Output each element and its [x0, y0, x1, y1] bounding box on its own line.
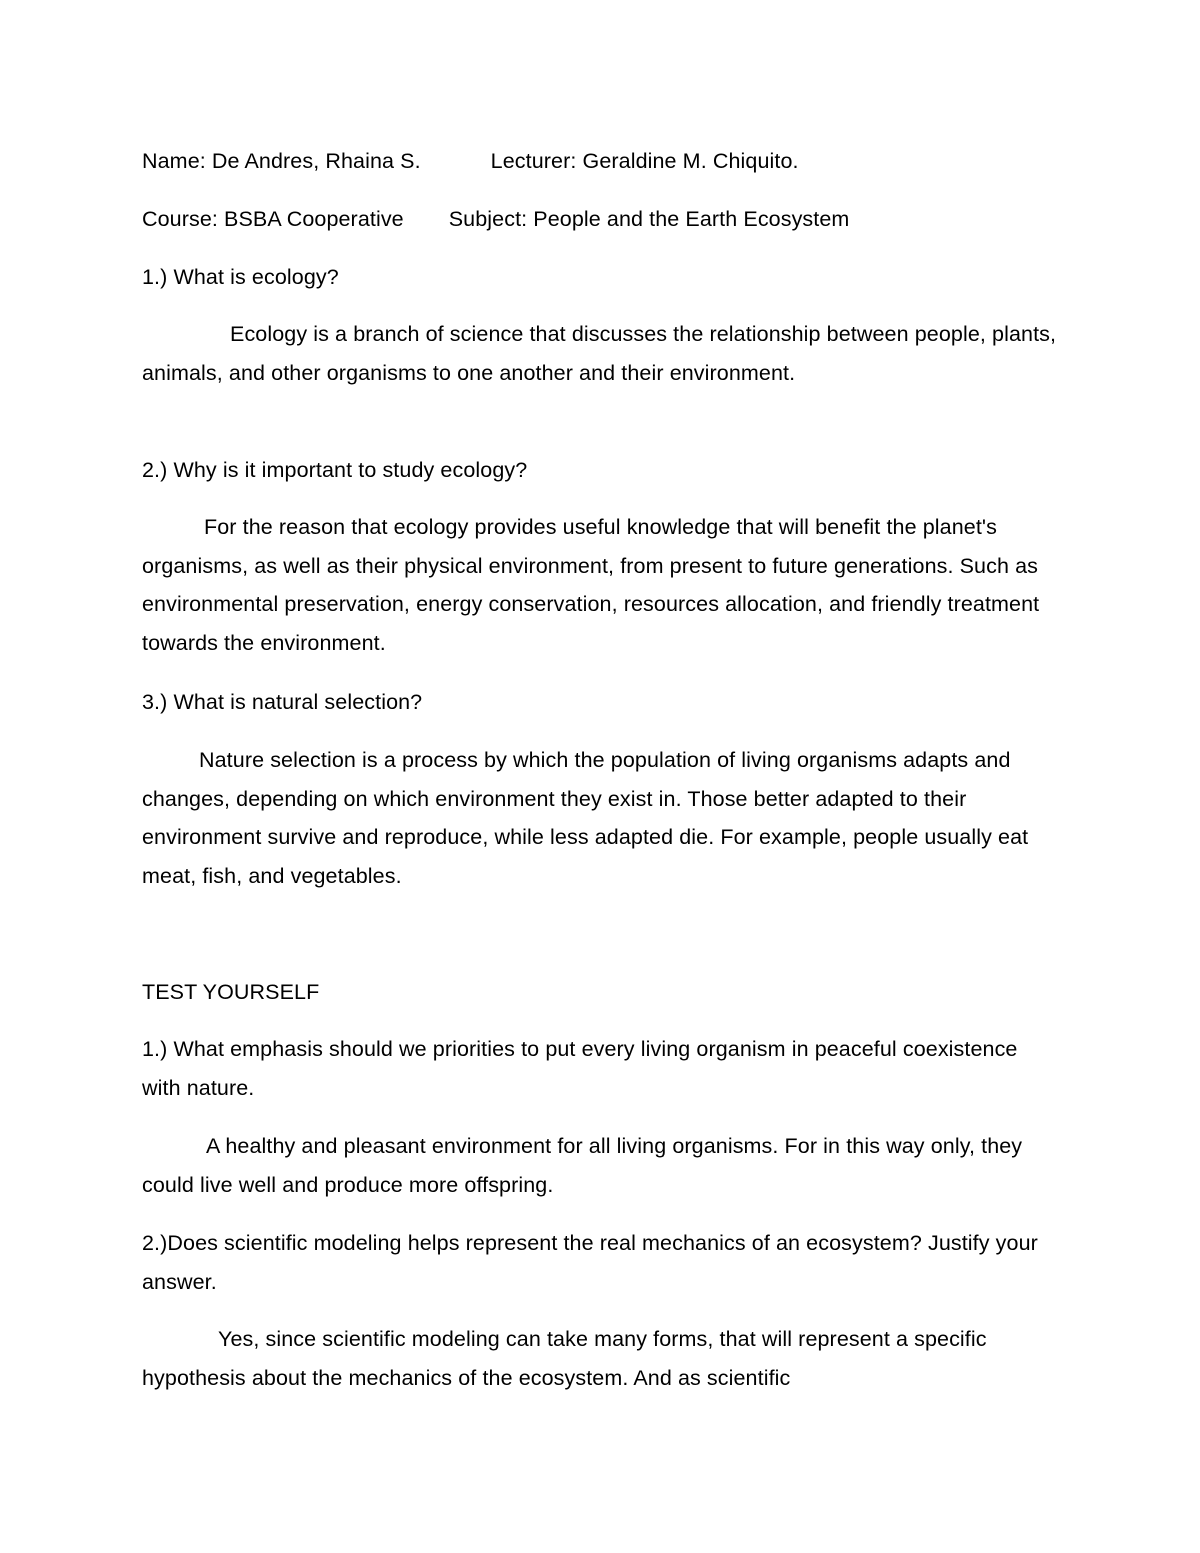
answer-3: Nature selection is a process by which the population of living organisms adapts and changes, depending on which environment they exist in. Those better adapted to their environment survive and reproduce, while less adapted die. For example, people usually eat meat, fish, and vegetables.	[142, 748, 1029, 888]
test-question-2: 2.)Does scientific modeling helps represent the real mechanics of an ecosystem? Justify your answer.	[142, 1231, 1038, 1294]
lecturer-name: Lecturer: Geraldine M. Chiquito.	[490, 149, 799, 173]
test-answer-2: Yes, since scientific modeling can take many forms, that will represent a specific hypothesis about the mechanics of the ecosystem. And as scientific	[142, 1327, 987, 1390]
answer-2: For the reason that ecology provides useful knowledge that will benefit the planet's organisms, as well as their physical environment, from present to future generations. Such as environmental preservation, energy conservation, resources allocation, and friendly treatment towards the environment.	[142, 515, 1040, 655]
question-2: 2.) Why is it important to study ecology?	[142, 458, 528, 482]
answer-1: Ecology is a branch of science that discusses the relationship between people, plants, animals, and other organisms to one another and their environment.	[142, 322, 1057, 385]
student-name: Name: De Andres, Rhaina S.	[142, 149, 421, 173]
test-question-1: 1.) What emphasis should we priorities to put every living organism in peaceful coexistence with nature.	[142, 1037, 1018, 1100]
question-1: 1.) What is ecology?	[142, 265, 339, 289]
test-yourself-heading: TEST YOURSELF	[142, 980, 320, 1004]
question-3: 3.) What is natural selection?	[142, 690, 423, 714]
header-row-2	[142, 200, 849, 238]
course-name: Course: BSBA Cooperative	[142, 207, 404, 231]
test-answer-1: A healthy and pleasant environment for all living organisms. For in this way only, they could live well and produce more offspring.	[142, 1134, 1023, 1197]
subject-name: Subject: People and the Earth Ecosystem	[448, 207, 850, 231]
header-row-1	[142, 142, 799, 180]
